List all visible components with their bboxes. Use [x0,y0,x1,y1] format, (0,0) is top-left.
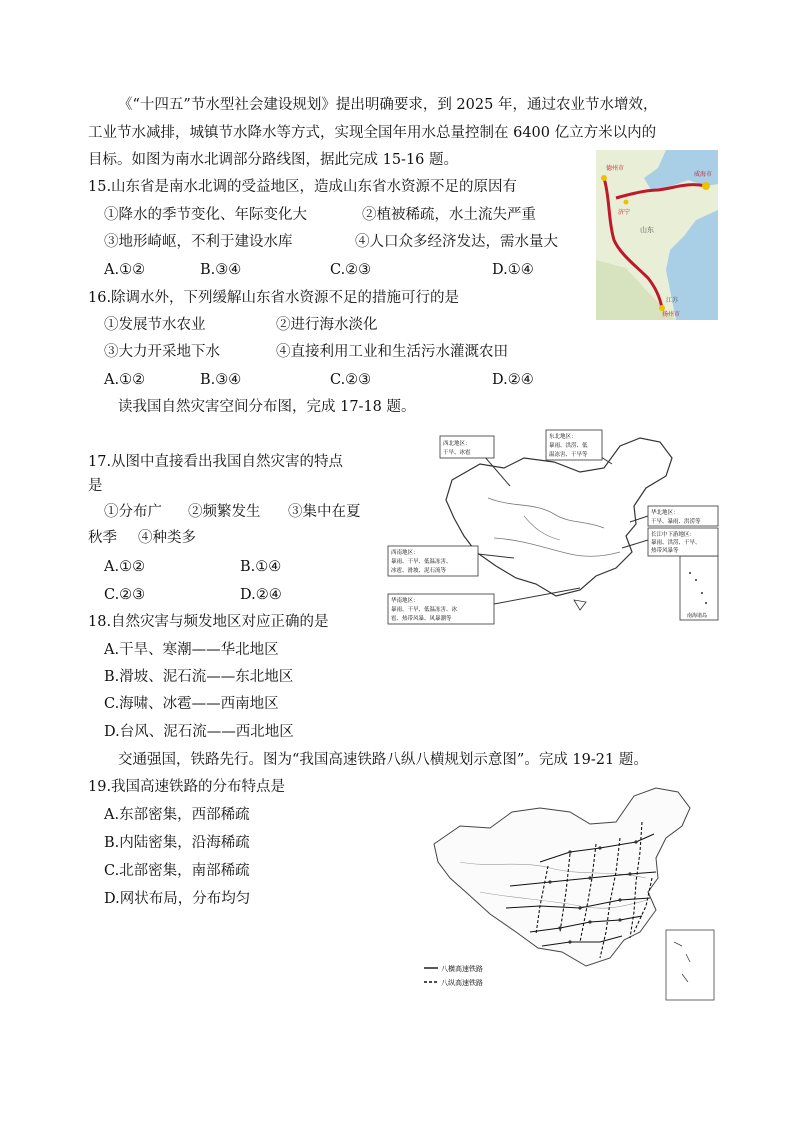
water-diversion-map [596,150,718,320]
q17-option-b[interactable]: B.①④ [240,559,282,575]
q15-statement-3: ③地形崎岖，不利于建设水库 [104,234,293,250]
q18-option-b[interactable]: B.滑坡、泥石流——东北地区 [104,669,294,685]
q15-option-b[interactable]: B.③④ [200,262,242,278]
sw-label-1: 西南地区： [391,550,419,556]
railway-map-svg [420,782,720,1004]
q15-option-a[interactable]: A.①② [104,262,146,278]
q18-stem: 18.自然灾害与频发地区对应正确的是 [88,614,329,630]
yz-label-3: 热带风暴等 [651,548,679,554]
ne-label-1: 东北地区： [549,434,577,440]
label-dezhou: 德州市 [606,165,625,172]
q16-option-d[interactable]: D.②④ [492,372,534,388]
water-diversion-map-svg [596,150,718,320]
q17-statement-3: ③集中在夏 [288,504,361,520]
intro-line-2: 工业节水减排，城镇节水降水等方式，实现全国年用水总量控制在 6400 亿立方米以内的 [88,125,657,141]
yz-label-1: 长江中下游地区： [651,532,696,538]
q18-option-a[interactable]: A.干旱、寒潮——华北地区 [104,642,279,658]
q16-statement-4: ④直接利用工业和生活污水灌溉农田 [276,344,508,360]
q16-statement-2: ②进行海水淡化 [276,317,378,333]
label-yangzhou: 扬州市 [662,311,681,318]
intro-line-3: 目标。如图为南水北调部分路线图，据此完成 15-16 题。 [88,152,459,168]
label-weihai: 威海市 [694,171,713,178]
q15-statement-4: ④人口众多经济发达，需水量大 [355,234,558,250]
q17-option-c[interactable]: C.②③ [104,587,146,603]
nw-label-2: 干旱、冰雹 [443,450,471,456]
q17-option-a[interactable]: A.①② [104,559,146,575]
q16-statement-1: ①发展节水农业 [104,317,206,333]
sc-label-2: 暴雨、干旱、低温冻害、冰 [391,607,458,613]
nc-label-2: 干旱、暴雨、洪涝等 [651,519,701,525]
sc-label-3: 雹、热带风暴、风暴潮等 [391,616,452,622]
q17-stem-2: 是 [88,478,103,494]
q15-option-c[interactable]: C.②③ [330,262,372,278]
yz-label-2: 暴雨、洪涝、干旱、 [651,540,701,546]
sw-label-2: 暴雨、干旱、低温冻害、 [391,559,452,565]
inset-label: 南海诸岛 [687,613,708,619]
nw-label-1: 西北地区： [443,441,471,447]
q17-statement-2: ②频繁发生 [188,504,261,520]
intro-line-1: 《“十四五”节水型社会建设规划》提出明确要求，到 2025 年，通过农业节水增效， [118,97,658,113]
q19-option-a[interactable]: A.东部密集，西部稀疏 [104,807,250,823]
sw-label-3: 冰雹、滑坡、泥石流等 [391,568,447,574]
q17-statement-3b: 秋季 [88,530,117,546]
q19-option-d[interactable]: D.网状布局，分布均匀 [104,891,251,907]
q16-option-b[interactable]: B.③④ [200,372,242,388]
disaster-map-svg [384,428,724,626]
label-shandong: 山东 [640,226,654,234]
ne-label-3: 温冻害、干旱等 [549,452,588,458]
legend-horizontal: 八横高速铁路 [441,965,483,973]
label-jining: 济宁 [618,209,631,216]
read-19-21: 交通强国，铁路先行。图为“我国高速铁路八纵八横规划示意图”。完成 19-21 题。 [118,752,648,768]
q16-option-c[interactable]: C.②③ [330,372,372,388]
ne-label-2: 暴雨、洪涝、低 [549,443,588,449]
railway-map [420,782,720,1004]
q15-option-d[interactable]: D.①④ [492,262,534,278]
label-jiangsu: 江苏 [666,297,679,304]
q19-option-c[interactable]: C.北部密集，南部稀疏 [104,863,250,879]
q17-statement-4: ④种类多 [138,530,196,546]
q17-statement-1: ①分布广 [104,504,162,520]
q19-option-b[interactable]: B.内陆密集，沿海稀疏 [104,835,250,851]
legend-vertical: 八纵高速铁路 [441,979,483,987]
q16-statement-3: ③大力开采地下水 [104,344,220,360]
sc-label-1: 华南地区： [391,598,419,604]
disaster-map [384,428,724,626]
q15-stem: 15.山东省是南水北调的受益地区，造成山东省水资源不足的原因有 [88,179,518,195]
q16-stem: 16.除调水外，下列缓解山东省水资源不足的措施可行的是 [88,290,460,306]
q18-option-c[interactable]: C.海啸、冰雹——西南地区 [104,696,279,712]
q16-option-a[interactable]: A.①② [104,372,146,388]
q17-stem-1: 17.从图中直接看出我国自然灾害的特点 [88,454,344,470]
q17-option-d[interactable]: D.②④ [240,587,282,603]
q19-stem: 19.我国高速铁路的分布特点是 [88,779,286,795]
nc-label-1: 华北地区： [651,510,679,516]
q15-statement-2: ②植被稀疏，水土流失严重 [362,207,536,223]
q15-statement-1: ①降水的季节变化、年际变化大 [104,207,307,223]
q18-option-d[interactable]: D.台风、泥石流——西北地区 [104,724,294,740]
read-17-18: 读我国自然灾害空间分布图，完成 17-18 题。 [118,399,416,415]
